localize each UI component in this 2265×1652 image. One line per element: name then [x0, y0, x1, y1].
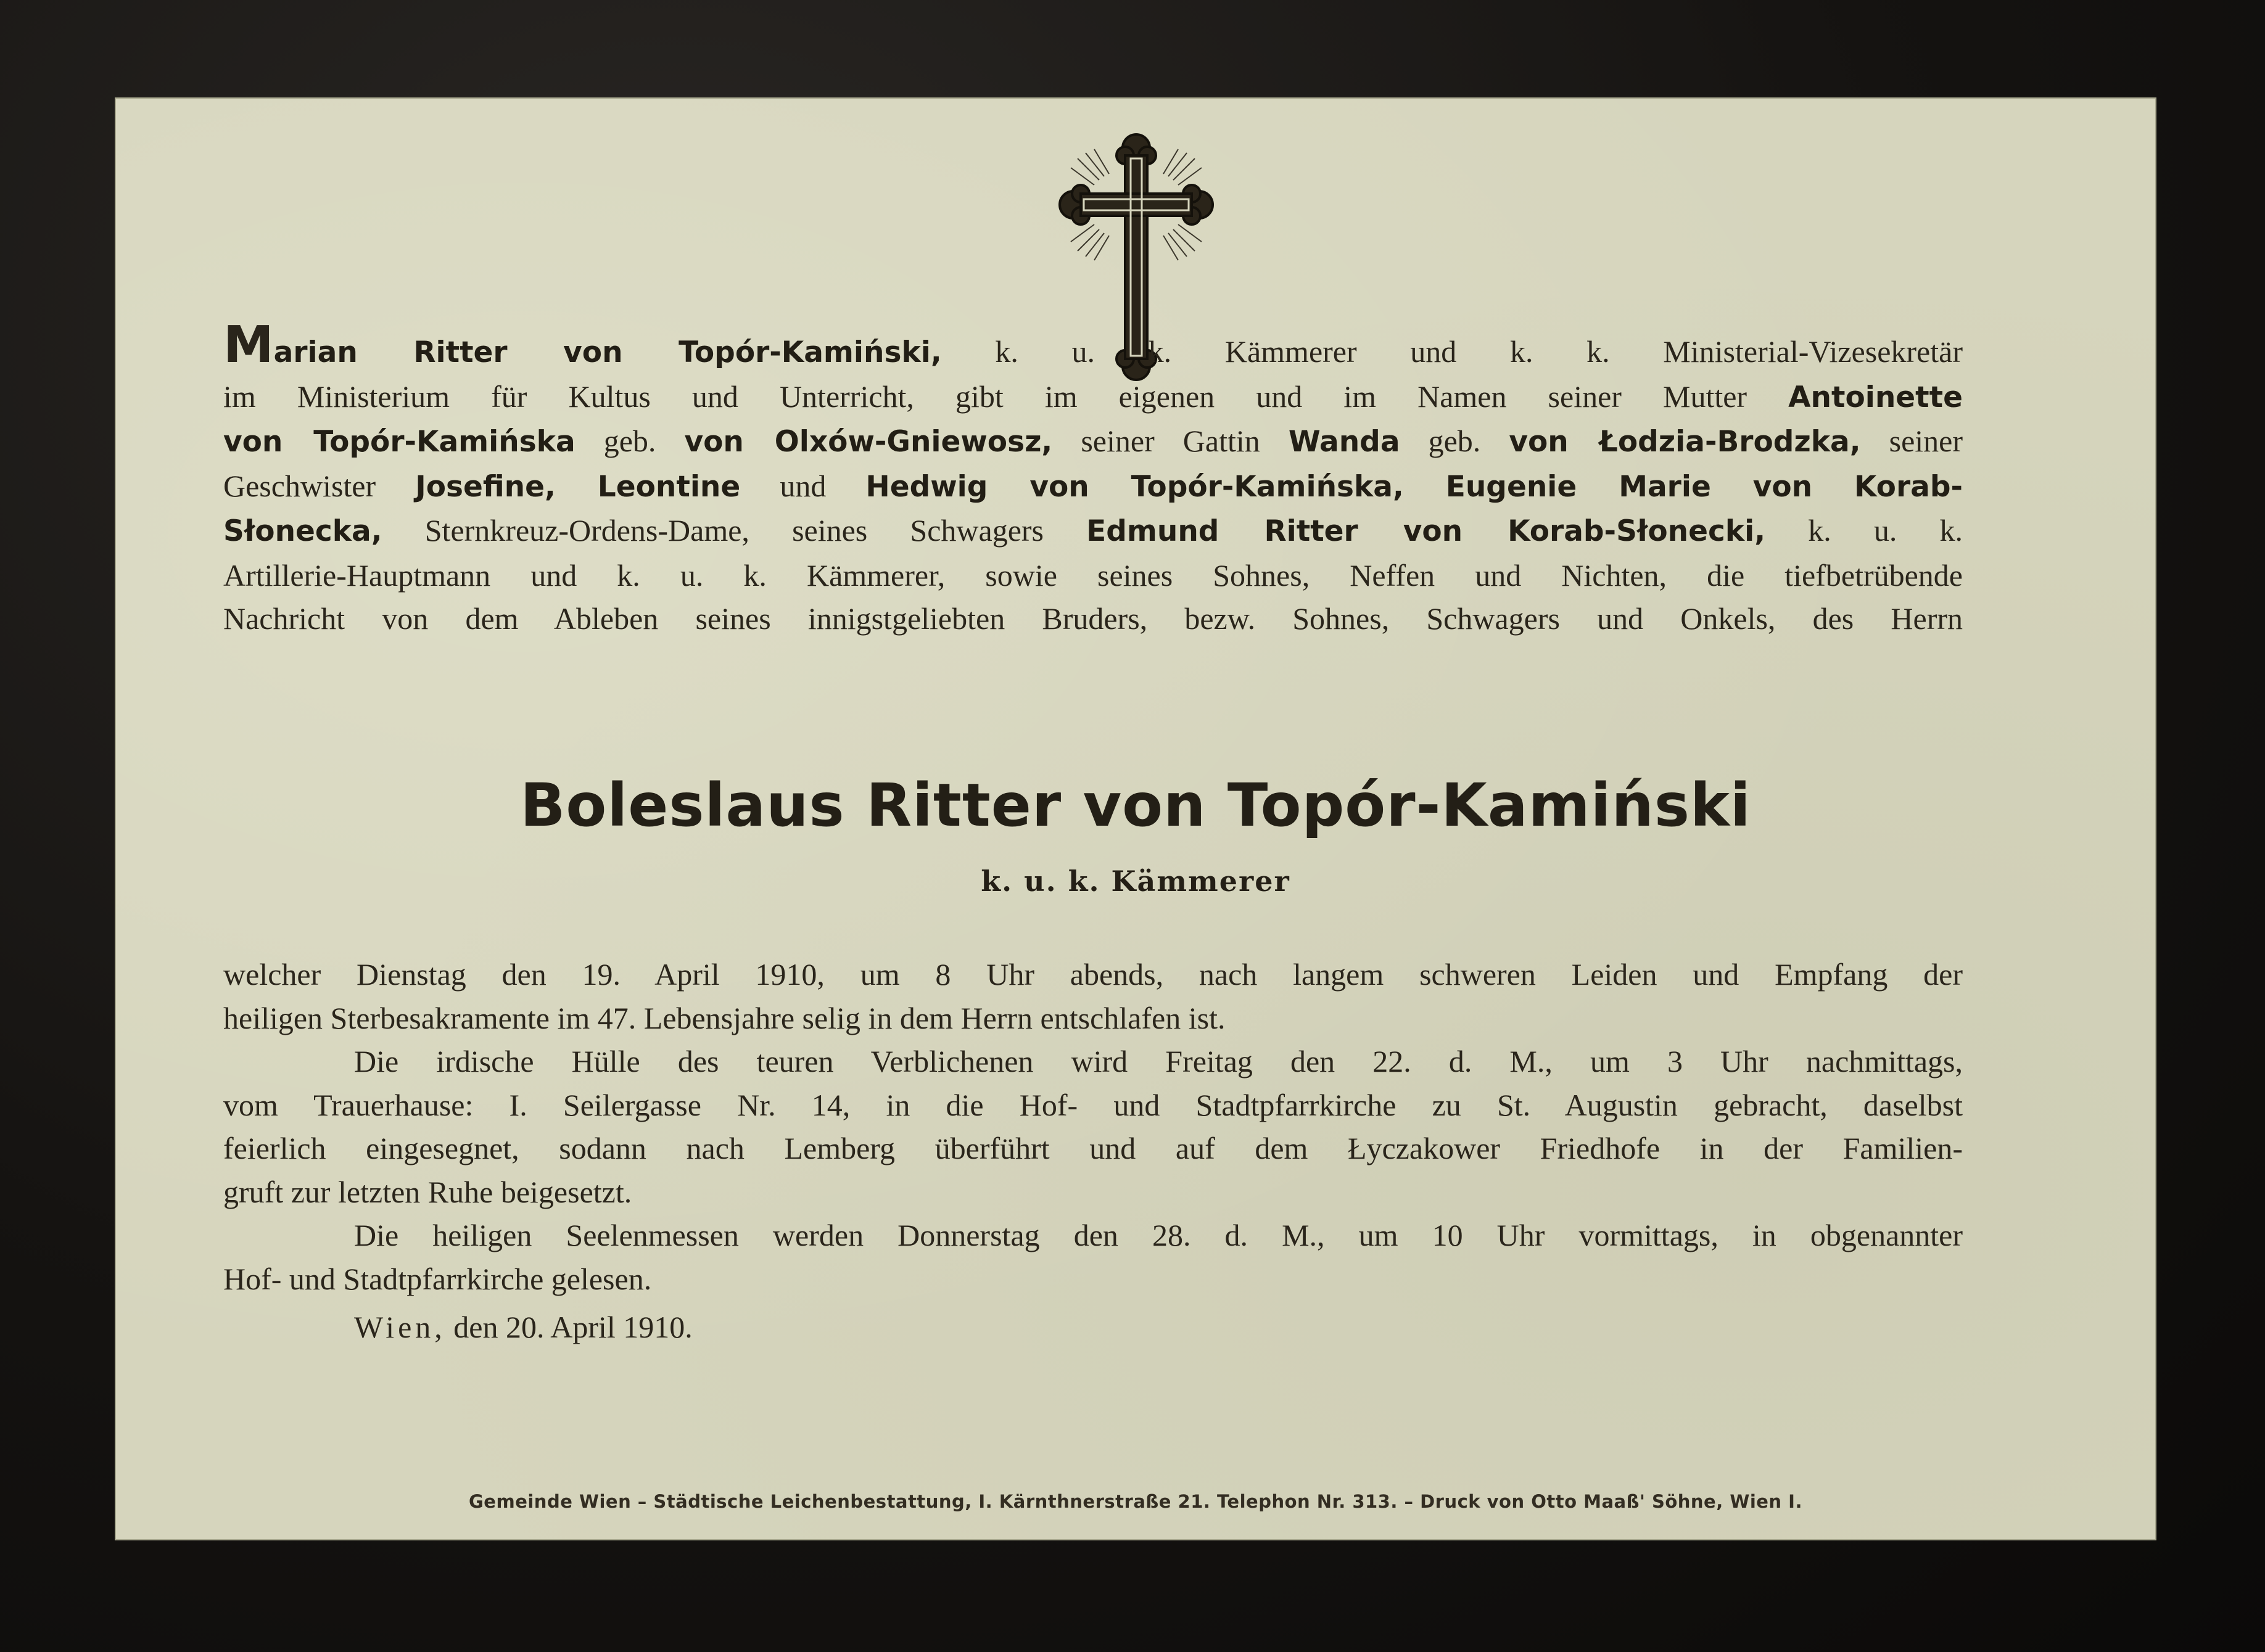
notice-text: Artillerie-Hauptmann und k. u. k. Kämmerer, sowie seines Sohnes, Neffen und Nichten, die tiefbetrübende	[223, 557, 1963, 593]
bold-name-text: Hedwig von Topór-Kamińska, Eugenie Marie von Korab-	[865, 469, 1963, 504]
notice-text: im Ministerium für Kultus und Unterricht, gibt im eigenen und im Namen seiner Mutter	[223, 379, 1789, 414]
notice-text: Sternkreuz-Ordens-Dame, seines Schwagers	[382, 513, 1087, 548]
body-line: Hof- und Stadtpfarrkirche gelesen.	[223, 1261, 652, 1296]
notice-text: k. u. k. Kämmerer und k. k. Ministerial-Vizesekretär	[941, 334, 1963, 369]
bold-name-text: von Topór-Kamińska	[223, 425, 576, 459]
body-line: Die irdische Hülle des teuren Verblichenen wird Freitag den 22. d. M., um 3 Uhr nachmittags,	[354, 1044, 1963, 1079]
notice-text: und	[740, 468, 866, 503]
bold-name-text: Wanda	[1288, 425, 1400, 459]
bold-name-text: Josefine, Leontine	[415, 469, 741, 504]
notice-text: seiner Gattin	[1052, 424, 1289, 458]
body-line: feierlich eingesegnet, sodann nach Lemberg überführt und auf dem Łyczakower Friedhofe in der Familien-	[223, 1131, 1963, 1165]
notice-text: k. u. k.	[1765, 513, 1963, 548]
bold-name-text: Słonecka,	[223, 514, 382, 548]
notice-text: seiner	[1860, 424, 1963, 458]
body-line: welcher Dienstag den 19. April 1910, um 8 Uhr abends, nach langem schweren Leiden und Empfang der	[223, 957, 1963, 992]
notice-text: geb.	[1400, 424, 1509, 458]
intro-line	[223, 509, 1963, 554]
body-paragraph	[223, 953, 1963, 1349]
intro-line	[223, 597, 1963, 641]
intro-paragraph	[223, 316, 1963, 641]
intro-line	[223, 316, 1963, 375]
intro-line	[223, 554, 1963, 598]
notice-text: Nachricht von dem Ableben seines innigstgeliebten Bruders, bezw. Sohnes, Schwagers und Onkels, des Herrn	[223, 601, 1963, 636]
dateline	[223, 1305, 1963, 1349]
body-line: heiligen Sterbesakramente im 47. Lebensjahre selig in dem Herrn entschlafen ist.	[223, 1000, 1226, 1035]
body-line: gruft zur letzten Ruhe beigesetzt.	[223, 1174, 632, 1209]
printer-footer: Gemeinde Wien – Städtische Leichenbestattung, I. Kärnthnerstraße 21. Telephon Nr. 313. – Druck von Otto Maaß' Söhne, Wien I.	[469, 1491, 1802, 1512]
notice-text: geb.	[575, 424, 685, 458]
intro-line	[223, 464, 1963, 509]
dateline-date: den 20. April 1910.	[445, 1310, 693, 1344]
intro-line	[223, 375, 1963, 420]
notice-text: Geschwister	[223, 468, 416, 503]
bold-name-text: Antoinette	[1788, 380, 1963, 414]
deceased-title: k. u. k. Kämmerer	[981, 865, 1290, 898]
drop-initial: M	[223, 316, 274, 374]
bold-name-text: Edmund Ritter von Korab-Słonecki,	[1086, 514, 1766, 548]
deceased-name-heading: Boleslaus Ritter von Topór-Kamiński	[520, 771, 1751, 840]
intro-line	[223, 419, 1963, 464]
bold-name-text: von Olxów-Gniewosz,	[684, 425, 1053, 459]
body-line: vom Trauerhause: I. Seilergasse Nr. 14, in die Hof- und Stadtpfarrkirche zu St. Augustin gebracht, daselbst	[223, 1087, 1963, 1122]
body-line: Die heiligen Seelenmessen werden Donnerstag den 28. d. M., um 10 Uhr vormittags, in obgenannter	[354, 1218, 1963, 1252]
bold-name-text: arian Ritter von Topór-Kamiński,	[273, 335, 942, 369]
dateline-place: Wien,	[354, 1310, 446, 1344]
bold-name-text: von Łodzia-Brodzka,	[1509, 425, 1861, 459]
